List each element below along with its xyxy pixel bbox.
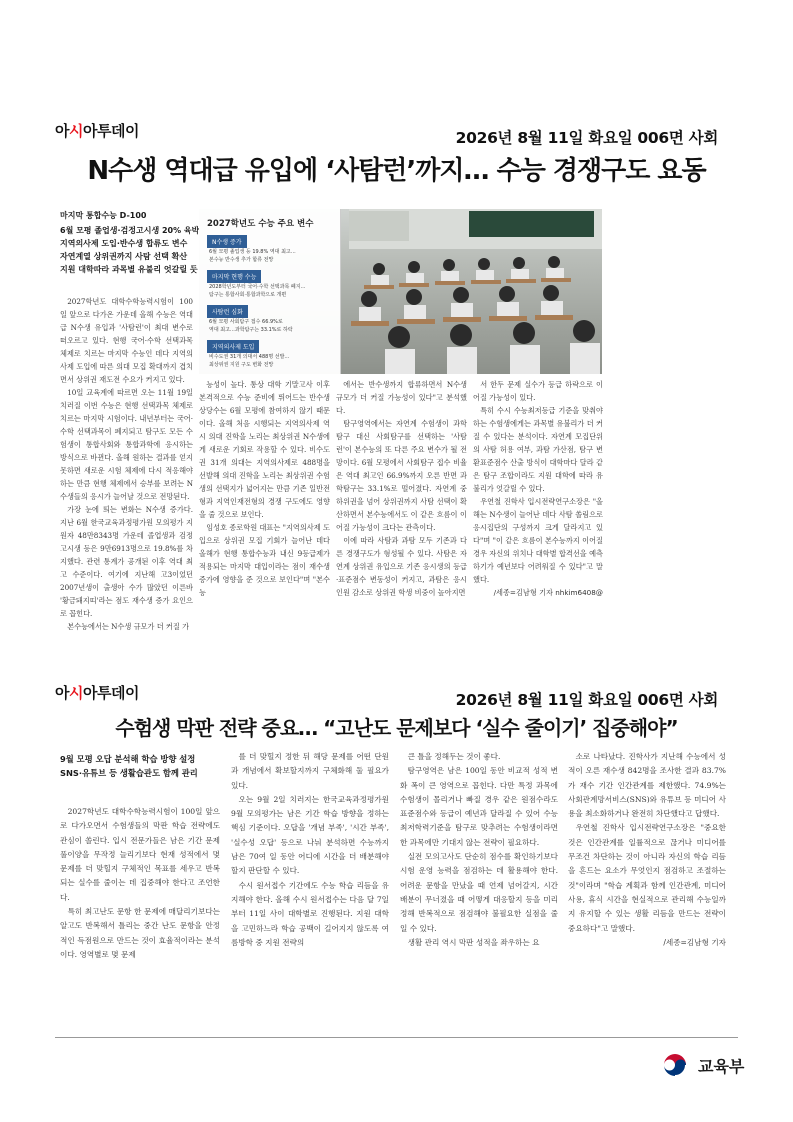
infobox-line: 역대 최고…과학탐구는 33.1%로 하락 (209, 327, 293, 333)
infobox-line: 2028학년도부터 국어·수학 선택과목 폐지… (209, 284, 306, 290)
subhead-line: 지원 대학따라 과목별 유불리 엇갈릴 듯 (60, 265, 198, 274)
paragraph: 생활 관리 역시 막판 성적을 좌우하는 요 (407, 937, 540, 947)
paragraph: 큰 틀을 정해두는 것이 좋다. (407, 752, 501, 761)
subhead-line: 9월 모평 오답 분석해 학습 방향 설정 (60, 754, 196, 764)
infobox-section (199, 264, 340, 299)
paragraph: 2027학년도 대학수학능력시험이 100일 앞으로 다가온 가운데 올해 수능은 역대급 N수생 유입과 '사탐런'이 최대 변수로 떠오르고 있다. 현행 국어·수학 선택과목 체제로 치르는 마지막 수능인 데다 지역의사제 도입에 따른 의대 모집 확대까지 겹치면서 상위권 재도전 수요가 커지고 있다. (60, 297, 193, 384)
infobox-section (199, 299, 340, 334)
subhead-line: 6월 모평 졸업생·검정고시생 20% 육박 (60, 226, 200, 235)
subheads (60, 224, 200, 276)
byline: /세종=김남형 기자 nhkim6408@ (493, 588, 603, 597)
article-column-3 (400, 750, 558, 988)
paragraph: 탐구영역에서는 자연계 수험생이 과학탐구 대신 사회탐구를 선택하는 '사탐런'이 본수능의 또 다른 주요 변수가 될 전망이다. 6월 모평에서 사회탐구 접수 비율은 역대 최고인 66.9%까지 오른 반면 과학탐구는 33.1%로 떨어졌다. 자연계 중하위권을 넘어 상위권까지 사탐 선택이 확산하면서 본수능에서도 이 같은 흐름이 이어질 가능성이 크다는 관측이다. (336, 419, 467, 532)
infobox-line: 비수도권 31개 의대서 488명 선발… (209, 354, 290, 360)
infobox-line: 최상위권 지원 구도 변화 전망 (209, 362, 274, 368)
article-column-2 (199, 378, 330, 597)
infobox-tag: 사탐런 심화 (207, 305, 248, 318)
paragraph: 능성이 높다. 통상 대학 기말고사 이후 본격적으로 수능 준비에 뛰어드는 반수생 상당수는 6월 모평에 참여하지 않기 때문이다. 올해 처음 시행되는 지역의사제 역시 의대 진학을 노리는 최상위권 N수생에게 새로운 기회로 작용할 수 있다. 비수도권 31개 의대는 지역의사제로 488명을 선발해 의대 진학을 노리는 최상위권 수험생의 선택지가 넓어지는 만큼 기존 일반전형과 지역인재전형의 경쟁 구도에도 영향을 줄 것으로 보인다. (199, 380, 330, 519)
ministry-logo (660, 1050, 744, 1080)
article-column-3 (336, 378, 467, 597)
footer-divider (55, 1037, 738, 1038)
paragraph: 이에 따라 사탐과 과탐 모두 기존과 다른 경쟁구도가 형성될 수 있다. 사탐은 자연계 상위권 유입으로 기존 응시생의 등급·표준점수 변동성이 커지고, 과탐은 응시인원 감소로 상위권 학생 비중이 높아지면 (336, 536, 467, 597)
byline: /세종=김남형 기자 (663, 937, 726, 947)
kicker-text: 마지막 통합수능 D-100 (60, 211, 147, 220)
paragraph: 우연철 진학사 입시전략연구소장은 "중요한 것은 인간관계를 일률적으로 끊거나 미디어를 무조건 차단하는 것이 아니라 자신의 학습 리듬을 흔드는 요소가 무엇인지 점검하고 조절하는 것"이라며 "학습 계획과 함께 인간관계, 미디어 사용, 휴식 시간을 현실적으로 관리해 수능일까지 유지할 수 있는 생활 리듬을 만드는 전략이 중요하다"고 말했다. (568, 823, 726, 933)
article-column-1 (60, 805, 220, 988)
paragraph: 탐구영역은 남은 100일 동안 비교적 성적 변화 폭이 큰 영역으로 꼽힌다. 다만 특정 과목에 수험생이 몰리거나 빠질 경우 같은 원점수라도 표준점수와 등급이 예년과 달라질 수 있어 수능 최저학력기준을 탐구로 맞추려는 수험생이라면 한 과목에만 기대지 않는 전략이 필요하다. (400, 766, 558, 847)
article-column-2 (231, 750, 389, 988)
paragraph: 서 한두 문제 실수가 등급 하락으로 이어질 가능성이 있다. (473, 380, 603, 402)
paragraph: 10일 교육계에 따르면 오는 11월 19일 치러질 이번 수능은 현행 선택과목 체제로 치르는 마지막 시험이다. 내년부터는 국어·수학 선택과목이 폐지되고 탐구도 모든 수험생이 통합사회와 통합과학에 응시하는 방식으로 바뀐다. 올해 원하는 결과를 얻지 못하면 새로운 시험 체제에 다시 적응해야 하는 만큼 현행 체제에서 승부를 보려는 N수생들의 응시가 늘어날 것으로 전망된다. (60, 388, 193, 501)
paragraph: 특히 최고난도 문항 한 문제에 매달리기보다는 알고도 반복해서 틀리는 중간 난도 문항을 안정적인 득점원으로 만드는 것이 효율적이라는 분석이다. 영역별로 몇 문제 (60, 907, 220, 959)
paragraph: 특히 수시 수능최저등급 기준을 맞춰야 하는 수험생에게는 과목별 유불리가 더 커질 수 있다는 분석이다. 자연계 모집단위의 사탐 허용 여부, 과탐 가산점, 탐구 변환표준점수 산출 방식이 대학마다 달라 같은 탐구 조합이라도 지원 대학에 따라 유불리가 엇갈릴 수 있다. (473, 406, 603, 493)
paragraph: 가장 눈에 띄는 변화는 N수생 증가다. 지난 6월 한국교육과정평가원 모의평가 지원자 48만8343명 가운데 졸업생과 검정고시생 등은 9만6913명으로 19.8%를 차지했다. 관련 통계가 공개된 이후 역대 최고 수준이다. 여기에 지난해 고3이었던 2007년생이 출생아 수가 많았던 이른바 '황금돼지띠'라는 점도 재수생 증가 요인으로 꼽힌다. (60, 505, 193, 618)
kicker (60, 210, 146, 221)
paragraph: 우연철 진학사 입시전략연구소장은 "올해는 N수생이 늘어난 데다 사탐 쏠림으로 응시집단의 구성까지 크게 달라지고 있다"며 "이 같은 흐름이 본수능까지 이어질 경우 자신의 위치나 대학별 합격선을 예측하기가 예년보다 어려워질 수 있다"고 말했다. (473, 497, 603, 584)
dateline: 2026년 8월 11일 화요일 006면 사회 (455, 691, 718, 709)
subhead-line: 지역의사제 도입·반수생 합류도 변수 (60, 239, 188, 248)
paragraph: 2027학년도 대학수학능력시험이 100일 앞으로 다가오면서 수험생들의 막판 학습 전략에도 관심이 쏠린다. 입시 전문가들은 남은 기간 문제풀이양을 무작정 늘리기보다 현재 성적에서 몇 문제를 더 맞힐지 구체적인 목표를 세우고 반복되는 실수를 줄이는 데 집중해야 한다고 조언한다. (60, 807, 220, 902)
paragraph: 에서는 반수생까지 합류하면서 N수생 규모가 더 커질 가능성이 있다"고 분석했다. (336, 380, 467, 415)
infobox-title: 2027학년도 수능 주요 변수 (207, 219, 314, 229)
infobox-tag: 마지막 현행 수능 (207, 270, 261, 283)
logo-text: 아시아투데이 (55, 684, 139, 702)
logo-text: 아시아투데이 (55, 122, 139, 140)
paragraph: 소로 나타났다. 진학사가 지난해 수능에서 성적이 오른 재수생 842명을 조사한 결과 83.7%가 재수 기간 인간관계를 제한했다. 74.9%는 사회관계망서비스(SNS)와 유튜브 등 미디어 사용을 최소화하거나 완전히 차단했다고 답했다. (568, 752, 726, 819)
subhead-line: SNS·유튜브 등 생활습관도 함께 관리 (60, 768, 198, 778)
subhead-line: 자연계열 상위권까지 사탐 선택 확산 (60, 252, 188, 261)
infobox-section (199, 334, 340, 369)
newspaper-logo (55, 682, 139, 703)
newspaper-logo (55, 120, 139, 141)
paragraph: 를 더 맞힐지 정한 뒤 해당 문제를 어떤 단원과 개념에서 확보할지까지 구체화해 둘 필요가 있다. (231, 752, 389, 790)
article-column-1 (60, 295, 193, 631)
article-column-4 (568, 750, 726, 988)
infobox-line: 6월 모평 졸업생 등 19.8% 역대 최고… (209, 249, 296, 255)
key-variables-box (199, 209, 341, 374)
paragraph: 실전 모의고사도 단순히 점수를 확인하기보다 시험 운영 능력을 점검하는 데 활용해야 한다. 어려운 문항을 만났을 때 언제 넘어갈지, 시간 배분이 무너졌을 때 어떻게 대응할지 등을 미리 정해 반복적으로 점검해야 불필요한 실점을 줄일 수 있다. (400, 852, 558, 933)
infobox-line: 6월 모평 사회탐구 접수 66.9%로 (209, 319, 283, 325)
infobox-line: 탐구는 통합사회·통합과학으로 개편 (209, 292, 287, 298)
paragraph: 본수능에서는 N수생 규모가 더 커질 가 (67, 622, 190, 631)
paragraph: 수시 원서접수 기간에도 수능 학습 리듬을 유지해야 한다. 올해 수시 원서접수는 다음 달 7일부터 11일 사이 대학별로 진행된다. 지원 대학을 고민하느라 학습 공백이 길어지지 않도록 여름방학 중 지원 전략의 (231, 880, 389, 947)
headline: N수생 역대급 유입에 ‘사탐런’까지… 수능 경쟁구도 요동 (87, 156, 706, 186)
taegeuk-icon (660, 1050, 690, 1080)
infobox-tag: 지역의사제 도입 (207, 340, 259, 353)
paragraph: 임성호 종로학원 대표는 "지역의사제 도입으로 상위권 모집 기회가 늘어난 데다 올해가 현행 통합수능과 내신 9등급제가 적용되는 마지막 대입이라는 점이 재수생 증가에 영향을 준 것으로 보인다"며 "본수능 (199, 523, 330, 597)
paragraph: 오는 9월 2일 치러지는 한국교육과정평가원 9월 모의평가는 남은 기간 학습 방향을 정하는 핵심 기준이다. 오답을 '개념 부족', '시간 부족', '실수성 오답' 등으로 나눠 분석하면 수능까지 남은 70여 일 동안 어디에 시간을 더 배분해야 할지 판단할 수 있다. (231, 794, 389, 876)
headline: 수험생 막판 전략 중요… “고난도 문제보다 ‘실수 줄이기’ 집중해야” (115, 716, 678, 740)
article-column-4 (473, 378, 603, 597)
infobox-section (199, 229, 340, 264)
infobox-tag: N수생 증가 (207, 235, 247, 248)
ministry-name: 교육부 (698, 1056, 745, 1076)
dateline: 2026년 8월 11일 화요일 006면 사회 (455, 129, 718, 147)
subheads (60, 752, 222, 780)
infobox-line: 본수능 반수생 추가 합류 전망 (209, 257, 274, 263)
